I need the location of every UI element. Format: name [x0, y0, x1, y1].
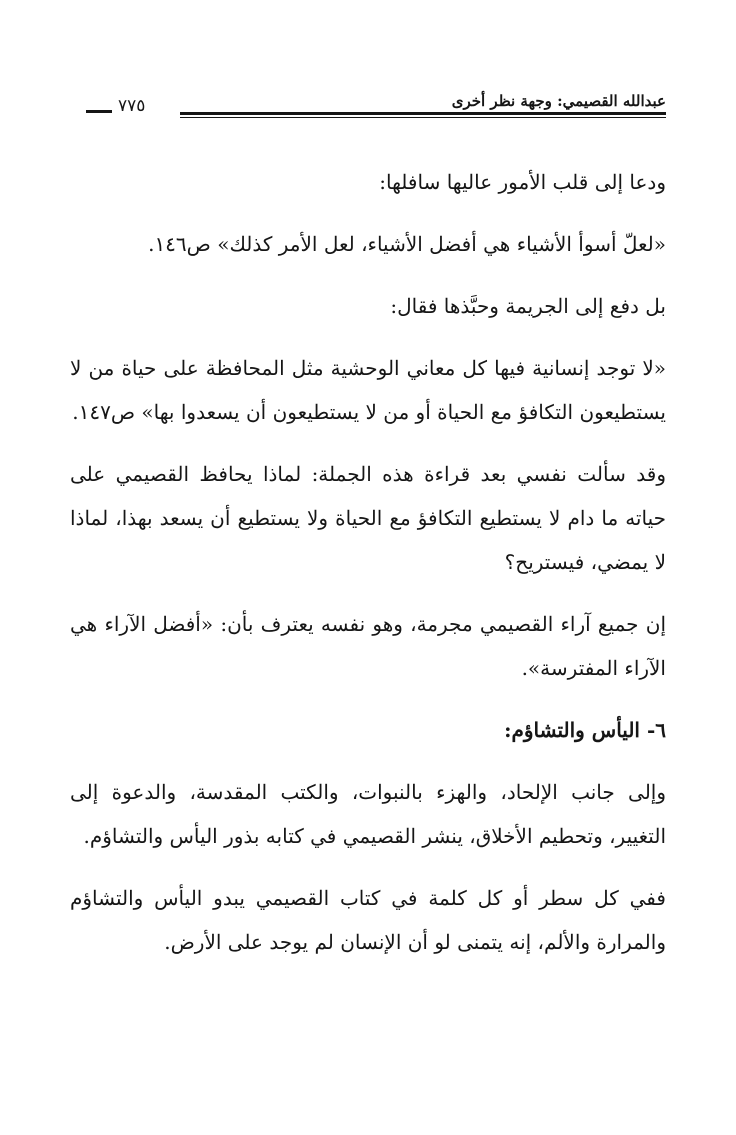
paragraph-3: وقد سألت نفسي بعد قراءة هذه الجملة: لماذا يحافظ القصيمي على حياته ما دام لا يستطيع التكافؤ مع الحياة ولا يستطيع أن يسعد بهذا، لماذا لا يمضي، فيستريح؟ — [70, 462, 666, 574]
paragraph-5: وإلى جانب الإلحاد، والهزء بالنبوات، والكتب المقدسة، والدعوة إلى التغيير، وتحطيم الأخلاق، ينشر القصيمي في كتابه بذور اليأس والتشاؤم. — [70, 780, 666, 848]
header-rule-short — [86, 110, 112, 113]
quote-1: «لعلّ أسوأ الأشياء هي أفضل الأشياء، لعل الأمر كذلك» ص١٤٦. — [148, 232, 666, 256]
quote-2: «لا توجد إنسانية فيها كل معاني الوحشية مثل المحافظة على حياة من لا يستطيعون التكافؤ مع الحياة أو من لا يستطيعون أن يسعدوا بها» ص١٤٧. — [70, 356, 666, 424]
page-body — [70, 160, 666, 982]
running-title: عبدالله القصيمي: وجهة نظر أخرى — [446, 92, 666, 110]
paragraph-1: ودعا إلى قلب الأمور عاليها سافلها: — [379, 170, 666, 194]
page-number: ٧٧٥ — [118, 96, 146, 116]
section-heading: ٦- اليأس والتشاؤم: — [504, 718, 666, 742]
header-rule — [180, 112, 666, 115]
paragraph-6: ففي كل سطر أو كل كلمة في كتاب القصيمي يبدو اليأس والتشاؤم والمرارة والألم، إنه يتمنى لو أن الإنسان لم يوجد على الأرض. — [70, 886, 666, 954]
paragraph-4: إن جميع آراء القصيمي مجرمة، وهو نفسه يعترف بأن: «أفضل الآراء هي الآراء المفترسة». — [70, 612, 666, 680]
running-header — [86, 92, 666, 122]
paragraph-2: بل دفع إلى الجريمة وحبَّذها فقال: — [390, 294, 666, 318]
